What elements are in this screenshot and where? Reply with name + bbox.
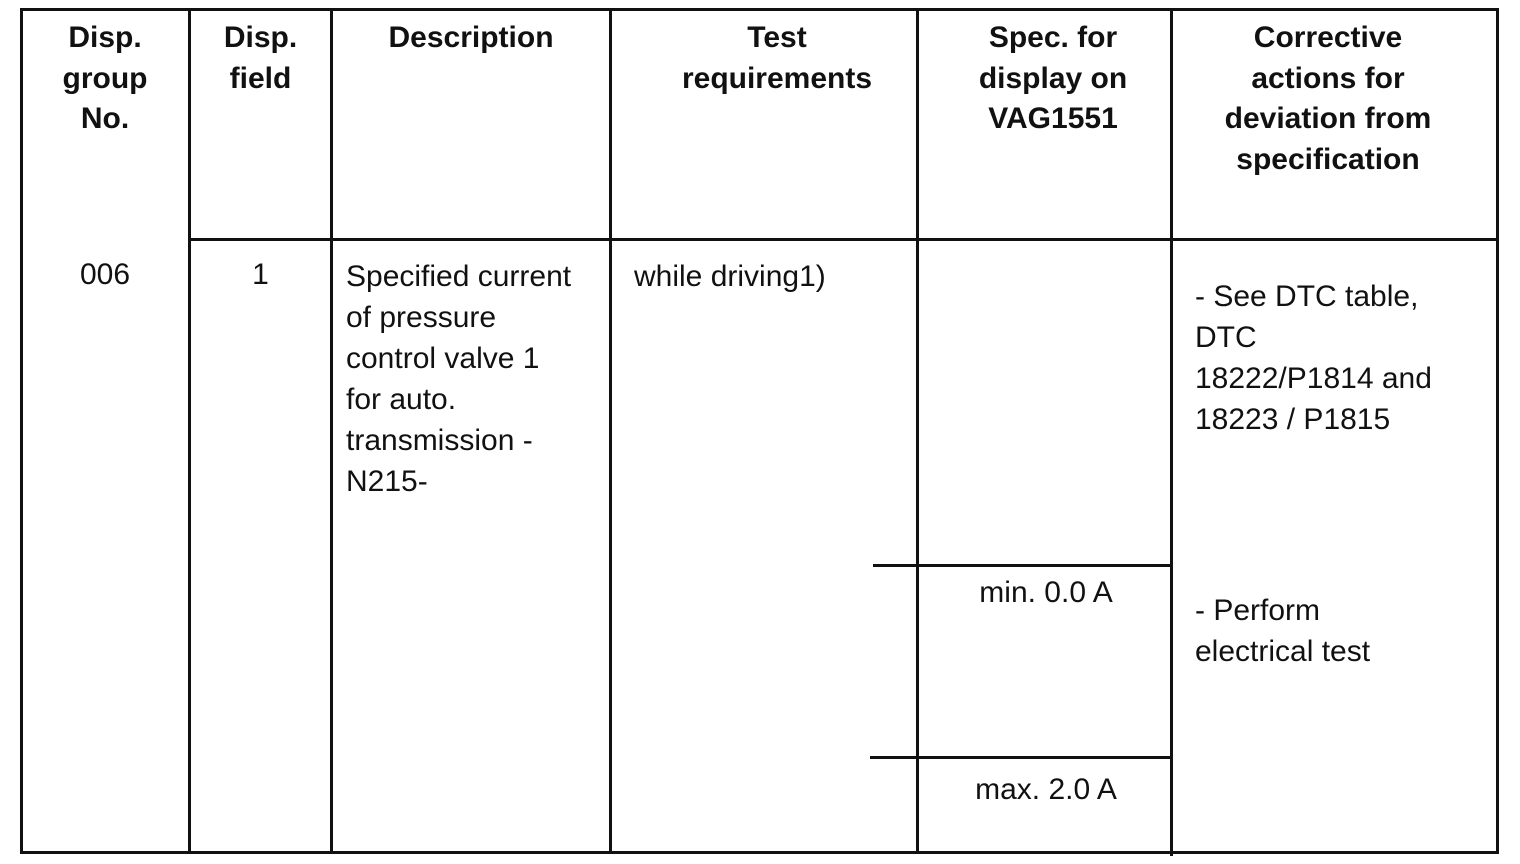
cell-corrective-action-dtc: - See DTC table, DTC 18222/P1814 and 18223 / P1815	[1195, 280, 1432, 436]
cell-spec-max: max. 2.0 A	[975, 773, 1117, 806]
cell-disp-group-value: 006	[79, 258, 131, 291]
header-corrective-actions: Corrective actions for deviation from specification	[1224, 21, 1432, 176]
cell-description: Specified current of pressure control valve 1 for auto. transmission - N215-	[346, 260, 572, 498]
table-top-border	[20, 8, 1499, 11]
cell-disp-field-value: 1	[252, 258, 269, 291]
cell-spec-min: min. 0.0 A	[979, 576, 1113, 609]
table-right-border	[1496, 8, 1499, 854]
col-divider-2	[330, 8, 333, 854]
table-bottom-border	[20, 851, 1499, 854]
header-disp-field: Disp. field	[223, 21, 298, 95]
header-test-requirements: Test requirements	[681, 21, 873, 95]
cell-test-requirements: while driving1)	[634, 260, 826, 293]
header-disp-group: Disp. group No.	[62, 21, 148, 135]
header-bottom-border	[188, 238, 1499, 241]
col-divider-1	[188, 8, 191, 854]
header-description: Description	[388, 21, 554, 54]
cell-corrective-action-electrical: - Perform electrical test	[1195, 594, 1371, 668]
col-divider-3	[609, 8, 612, 854]
header-spec-display: Spec. for display on VAG1551	[978, 21, 1128, 135]
